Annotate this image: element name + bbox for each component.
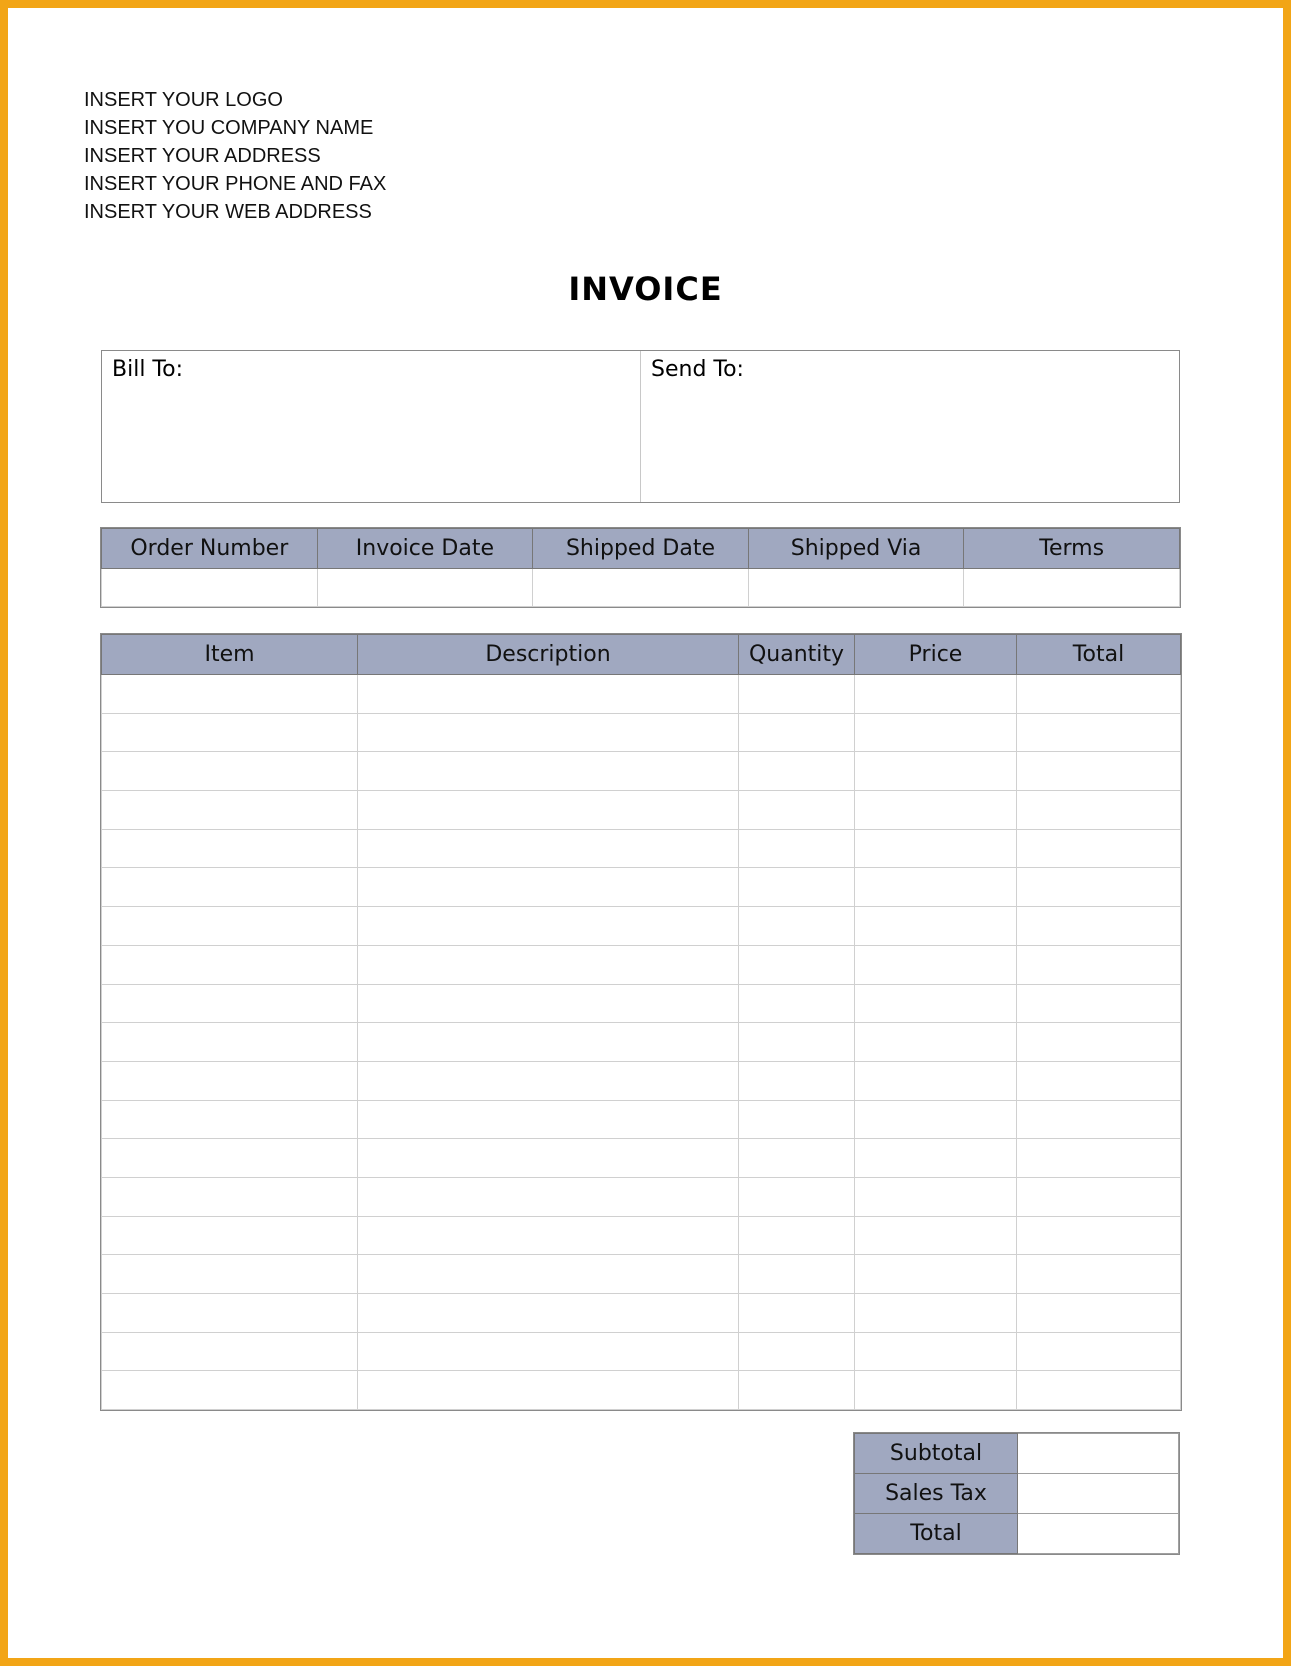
description-cell[interactable] [358,1216,739,1255]
quantity-header: Quantity [739,635,855,675]
description-cell[interactable] [358,1023,739,1062]
bill-to-field[interactable] [102,351,640,502]
description-cell[interactable] [358,1294,739,1333]
item-cell[interactable] [102,752,358,791]
table-row [102,868,1181,907]
quantity-cell[interactable] [739,1023,855,1062]
item-cell[interactable] [102,1100,358,1139]
table-row [102,1294,1181,1333]
description-cell[interactable] [358,713,739,752]
item-cell[interactable] [102,984,358,1023]
total-cell[interactable] [1017,1332,1181,1371]
company-info [84,86,386,226]
price-cell[interactable] [855,791,1017,830]
table-row [102,907,1181,946]
quantity-cell[interactable] [739,713,855,752]
invoice-title: INVOICE [568,270,723,308]
quantity-cell[interactable] [739,675,855,714]
table-row [102,1023,1181,1062]
total-cell[interactable] [1017,984,1181,1023]
item-cell[interactable] [102,1255,358,1294]
table-row [102,752,1181,791]
description-cell[interactable] [358,1332,739,1371]
items-header-row [102,635,1181,675]
total-cell[interactable] [1017,1061,1181,1100]
description-cell[interactable] [358,829,739,868]
grand-total-value[interactable] [1018,1514,1179,1554]
shipped-date-field[interactable] [533,569,749,607]
price-cell[interactable] [855,945,1017,984]
item-cell[interactable] [102,1294,358,1333]
order-header-row [102,529,1180,569]
price-cell[interactable] [855,1177,1017,1216]
items-table [101,634,1181,1410]
item-cell[interactable] [102,675,358,714]
table-row [102,1139,1181,1178]
item-cell[interactable] [102,1216,358,1255]
description-cell[interactable] [358,945,739,984]
description-cell[interactable] [358,984,739,1023]
total-cell[interactable] [1017,829,1181,868]
order-number-field[interactable] [102,569,318,607]
description-cell[interactable] [358,1139,739,1178]
subtotal-value[interactable] [1018,1434,1179,1474]
table-row [102,675,1181,714]
totals-table [854,1433,1179,1554]
description-cell[interactable] [358,907,739,946]
price-cell[interactable] [855,1371,1017,1410]
table-row [102,984,1181,1023]
quantity-cell[interactable] [739,868,855,907]
price-cell[interactable] [855,1216,1017,1255]
terms-field[interactable] [964,569,1180,607]
description-cell[interactable] [358,1100,739,1139]
subtotal-label: Subtotal [855,1434,1018,1474]
send-to-label: Send To: [651,357,744,382]
item-cell[interactable] [102,1139,358,1178]
table-row [102,1332,1181,1371]
company-web-address: INSERT YOUR WEB ADDRESS [84,201,372,223]
price-cell[interactable] [855,1100,1017,1139]
item-cell[interactable] [102,1332,358,1371]
price-cell[interactable] [855,829,1017,868]
item-cell[interactable] [102,713,358,752]
address-box [101,350,1180,503]
table-row [102,1371,1181,1410]
items-body [102,675,1181,1410]
sales-tax-value[interactable] [1018,1474,1179,1514]
total-header: Total [1017,635,1181,675]
invoice-date-field[interactable] [317,569,533,607]
table-row [102,713,1181,752]
quantity-cell[interactable] [739,791,855,830]
quantity-cell[interactable] [739,945,855,984]
shipped-via-field[interactable] [748,569,964,607]
table-row [102,1061,1181,1100]
quantity-cell[interactable] [739,1100,855,1139]
total-cell[interactable] [1017,1216,1181,1255]
price-cell[interactable] [855,1294,1017,1333]
invoice-date-header: Invoice Date [317,529,533,569]
item-cell[interactable] [102,868,358,907]
price-cell[interactable] [855,907,1017,946]
total-cell[interactable] [1017,868,1181,907]
order-info-table [101,528,1180,607]
price-cell[interactable] [855,1139,1017,1178]
item-cell[interactable] [102,1177,358,1216]
description-cell[interactable] [358,868,739,907]
total-cell[interactable] [1017,1177,1181,1216]
total-cell[interactable] [1017,1100,1181,1139]
table-row [102,945,1181,984]
quantity-cell[interactable] [739,829,855,868]
company-address: INSERT YOUR ADDRESS [84,145,321,167]
sales-tax-label: Sales Tax [855,1474,1018,1514]
table-row [102,1177,1181,1216]
total-cell[interactable] [1017,1023,1181,1062]
terms-header: Terms [964,529,1180,569]
description-cell[interactable] [358,752,739,791]
table-row [102,791,1181,830]
total-cell[interactable] [1017,791,1181,830]
price-header: Price [855,635,1017,675]
quantity-cell[interactable] [739,752,855,791]
quantity-cell[interactable] [739,1371,855,1410]
grand-total-row [855,1514,1179,1554]
description-header: Description [358,635,739,675]
total-cell[interactable] [1017,713,1181,752]
price-cell[interactable] [855,675,1017,714]
quantity-cell[interactable] [739,1332,855,1371]
price-cell[interactable] [855,1255,1017,1294]
table-row [102,1255,1181,1294]
item-cell[interactable] [102,945,358,984]
company-logo-placeholder: INSERT YOUR LOGO [84,89,283,111]
grand-total-label: Total [855,1514,1018,1554]
description-cell[interactable] [358,791,739,830]
price-cell[interactable] [855,1023,1017,1062]
item-cell[interactable] [102,1061,358,1100]
bill-to-label: Bill To: [112,357,183,382]
sales-tax-row [855,1474,1179,1514]
quantity-cell[interactable] [739,1255,855,1294]
total-cell[interactable] [1017,752,1181,791]
quantity-cell[interactable] [739,1294,855,1333]
item-cell[interactable] [102,791,358,830]
table-row [102,1216,1181,1255]
quantity-cell[interactable] [739,907,855,946]
price-cell[interactable] [855,984,1017,1023]
shipped-via-header: Shipped Via [748,529,964,569]
total-cell[interactable] [1017,1371,1181,1410]
price-cell[interactable] [855,1332,1017,1371]
description-cell[interactable] [358,1371,739,1410]
description-cell[interactable] [358,1061,739,1100]
price-cell[interactable] [855,868,1017,907]
item-header: Item [102,635,358,675]
item-cell[interactable] [102,907,358,946]
shipped-date-header: Shipped Date [533,529,749,569]
total-cell[interactable] [1017,675,1181,714]
quantity-cell[interactable] [739,984,855,1023]
total-cell[interactable] [1017,1255,1181,1294]
company-phone-fax: INSERT YOUR PHONE AND FAX [84,173,387,195]
item-cell[interactable] [102,1023,358,1062]
price-cell[interactable] [855,713,1017,752]
order-number-header: Order Number [102,529,318,569]
quantity-cell[interactable] [739,1139,855,1178]
quantity-cell[interactable] [739,1061,855,1100]
total-cell[interactable] [1017,1294,1181,1333]
description-cell[interactable] [358,1255,739,1294]
description-cell[interactable] [358,675,739,714]
table-row [102,829,1181,868]
item-cell[interactable] [102,1371,358,1410]
total-cell[interactable] [1017,945,1181,984]
quantity-cell[interactable] [739,1177,855,1216]
total-cell[interactable] [1017,907,1181,946]
order-value-row [102,569,1180,607]
table-row [102,1100,1181,1139]
price-cell[interactable] [855,1061,1017,1100]
subtotal-row [855,1434,1179,1474]
description-cell[interactable] [358,1177,739,1216]
company-name: INSERT YOU COMPANY NAME [84,117,374,139]
total-cell[interactable] [1017,1139,1181,1178]
item-cell[interactable] [102,829,358,868]
send-to-field[interactable] [640,351,1179,502]
quantity-cell[interactable] [739,1216,855,1255]
price-cell[interactable] [855,752,1017,791]
